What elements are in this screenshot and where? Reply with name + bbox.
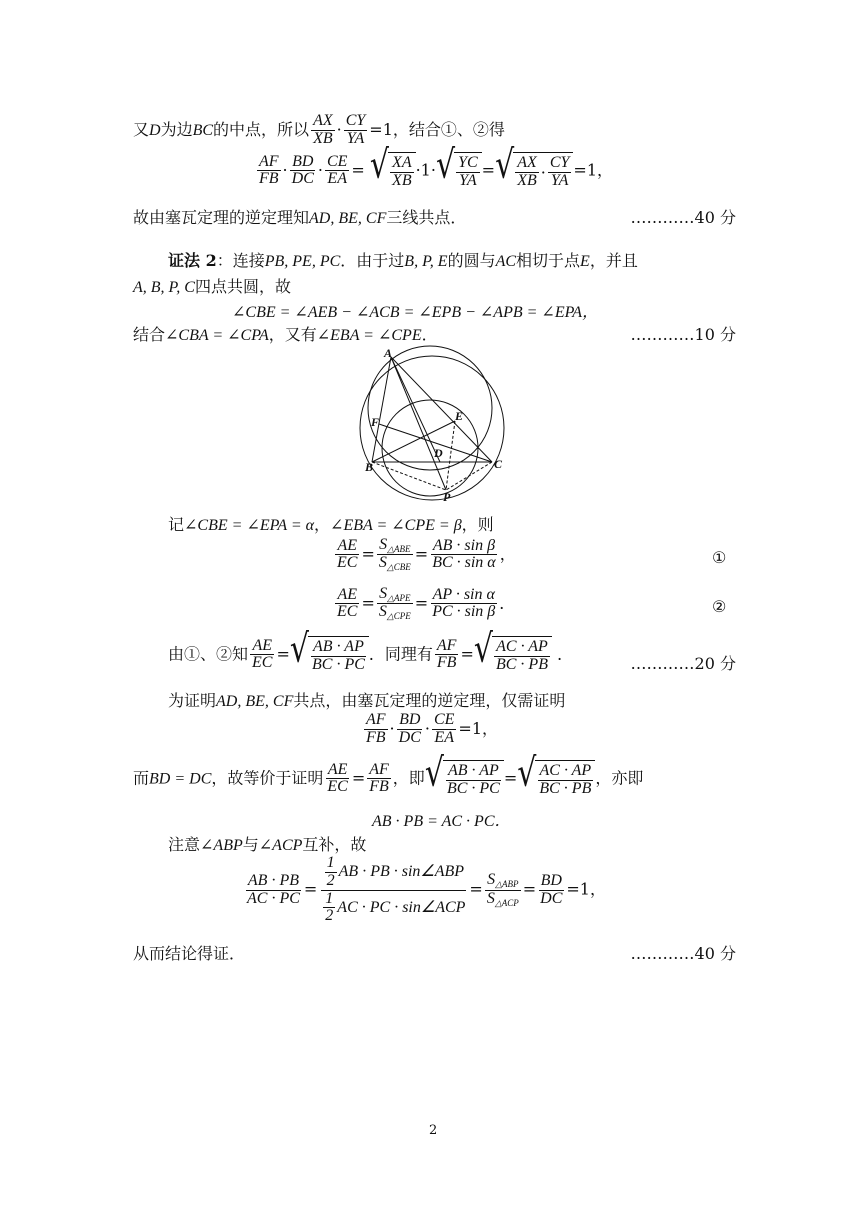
note-line: 记∠CBE = ∠EPA = α，∠EBA = ∠CPE = β，则	[168, 515, 494, 534]
score-20: …………20 分	[630, 654, 736, 673]
label-D: D	[434, 446, 443, 460]
label-C: C	[494, 457, 503, 471]
geometry-figure	[355, 345, 515, 505]
inner-circle-2	[382, 400, 478, 496]
score-10: …………10 分	[630, 325, 736, 344]
formula-cevas: $\frac{AF}{FB}$ · $\frac{BD}{DC}$ · $\frac{CE}{EA}$ = √ $\frac{XA}{XB}$ ·1· √ $\frac{YC}{YA}$ = √ $\frac{AX}{XB}$ · $\frac{CY}{YA}$ =1，	[259, 142, 613, 189]
proof2-line: 证法 2：连接PB, PE, PC．由于过B, P, E的圆与AC相切于点E，并且	[168, 251, 638, 270]
page-number: 2	[429, 1123, 438, 1138]
label-F: F	[371, 415, 380, 429]
conclusion-line: 从而结论得证．	[133, 944, 246, 963]
circumcircle	[360, 356, 504, 500]
combine-line: 结合∠CBA = ∠CPA，又有∠EBA = ∠CPE．	[133, 325, 438, 344]
angle-equation: ∠CBE = ∠AEB − ∠ACB = ∠EPB − ∠APB = ∠EPA，	[232, 304, 599, 321]
proof2-line2: A, B, P, C四点共圆，故	[133, 277, 291, 296]
equation-1: $\frac{AE}{EC}$ = $\frac{S_{\triangle ABE}}{S_{\triangle CBE}}$ = $\frac{\text{AB · sin β}}{\text{BC · sin α}}$ ，	[337, 536, 516, 573]
note2-line: 注意∠ABP与∠ACP互补，故	[168, 835, 367, 854]
score-40-b: …………40 分	[630, 944, 736, 963]
big-equation: $\frac{AB \cdot PB}{AC \cdot PC}$ = $\frac{1}{2}$ AB · PB · sin∠ABP $\frac{1}{2}$ AC · PC · sin∠ACP = $\frac{S_{\triangle ABP}}{S_{\triangle ACP}}$ = $\frac{BD}{DC}$ =1，	[247, 854, 606, 925]
label-P: P	[443, 490, 451, 504]
mark-1: ①	[712, 548, 727, 567]
label-E: E	[455, 409, 464, 423]
line-1: 又D为边BC的中点，所以 $\frac{AX}{XB}$ · $\frac{CY}{YA}$ =1，结合①、②得	[133, 112, 505, 147]
label-A: A	[384, 346, 393, 360]
prove-line: 为证明AD, BE, CF共点，由塞瓦定理的逆定理，仅需证明	[168, 691, 566, 710]
score-40-a: …………40 分	[630, 208, 736, 227]
mark-2: ②	[712, 597, 727, 616]
final-equation: AB · PB = AC · PC．	[372, 813, 511, 830]
equation-2: $\frac{AE}{EC}$ = $\frac{S_{\triangle APE}}{S_{\triangle CPE}}$ = $\frac{\text{AP · sin α}}{\text{PC · sin β}}$ ．	[337, 585, 516, 622]
line-3: 故由塞瓦定理的逆定理知AD, BE, CF三线共点．	[133, 208, 467, 227]
ceva-needed: $\frac{AF}{FB}$ · $\frac{BD}{DC}$ · $\frac{CE}{EA}$ =1，	[366, 711, 499, 746]
from-12-line: 由①、②知 $\frac{AE}{EC}$ = √ $\frac{AB \cdot AP}{BC \cdot PC}$ ．同理有 $\frac{AF}{FB}$ = √ $\frac{AC \cdot AP}{BC \cdot PB}$ ．	[168, 626, 574, 673]
while-line: 而BD = DC，故等价于证明 $\frac{AE}{EC}$ = $\frac{AF}{FB}$ ，即 √ $\frac{AB \cdot AP}{BC \cdot PC}$ = √ $\frac{AC \cdot AP}{BC \cdot PB}$ ，亦即	[133, 750, 644, 797]
label-B: B	[365, 460, 374, 474]
